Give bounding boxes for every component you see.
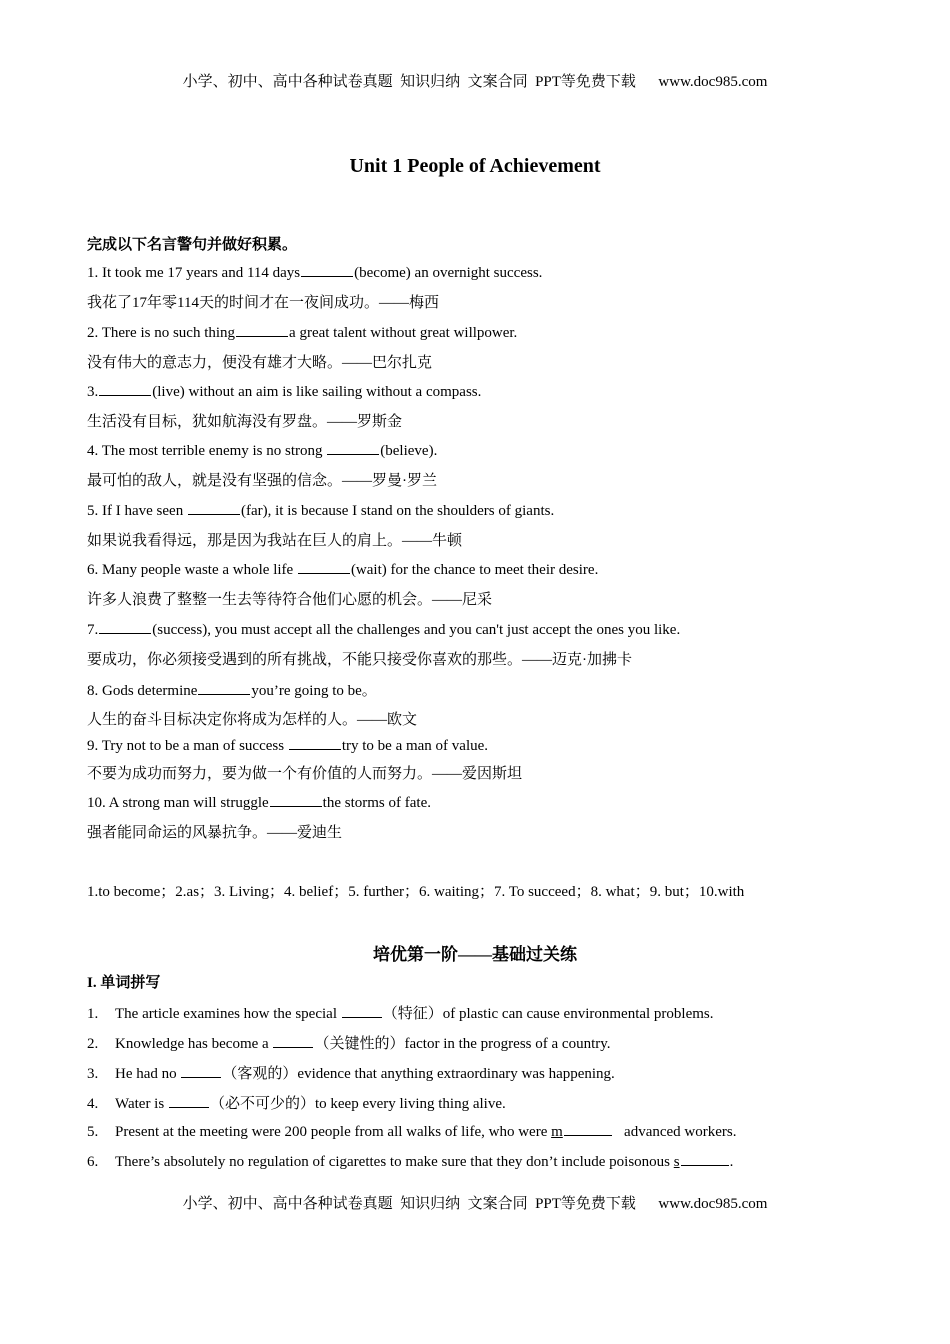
exercise-5: 5. Present at the meeting were 200 people from all walks of life, who were m advanced workers.	[87, 1121, 736, 1141]
page-title: Unit 1 People of Achievement	[349, 155, 601, 177]
page-header: 小学、初中、高中各种试卷真题 知识归纳 文案合同 PPT等免费下载 www.doc985.com	[182, 74, 768, 90]
blank[interactable]	[198, 680, 250, 695]
answer-key: 1.to become；2.as；3. Living；4. belief；5. further；6. waiting；7. To succeed；8. what；9. but；10.with	[87, 884, 745, 900]
quote-1-en: 1. It took me 17 years and 114 days (become) an overnight success.	[87, 262, 542, 282]
quote-3-en: 3. (live) without an aim is like sailing without a compass.	[87, 381, 481, 401]
quote-2-en: 2. There is no such thing a great talent without great willpower.	[87, 322, 517, 342]
initial-letter: m	[551, 1124, 563, 1140]
quote-6-zh: 许多人浪费了整整一生去等待符合他们心愿的机会。——尼采	[87, 592, 493, 608]
quote-4-zh: 最可怕的敌人，就是没有坚强的信念。——罗曼·罗兰	[87, 473, 437, 489]
exercise-4: 4. Water is （必不可少的）to keep every living thing alive.	[87, 1092, 506, 1113]
blank[interactable]	[681, 1151, 729, 1166]
quote-10-en: 10. A strong man will struggle the storms of fate.	[87, 792, 431, 812]
section1-label: 完成以下名言警句并做好积累。	[87, 237, 298, 253]
exercise-6: 6. There’s absolutely no regulation of cigarettes to make sure that they don’t include poisonous s .	[87, 1151, 733, 1171]
section2-label: I. 单词拼写	[87, 975, 161, 991]
blank[interactable]	[99, 619, 151, 634]
quote-8-en: 8. Gods determine you’re going to be。	[87, 679, 377, 700]
quote-7-zh: 要成功，你必须接受遇到的所有挑战，不能只接受你喜欢的那些。——迈克·加拂卡	[87, 652, 632, 668]
quote-5-en: 5. If I have seen (far), it is because I stand on the shoulders of giants.	[87, 500, 554, 520]
page-footer: 小学、初中、高中各种试卷真题 知识归纳 文案合同 PPT等免费下载 www.doc985.com	[182, 1196, 768, 1212]
quote-3-zh: 生活没有目标，犹如航海没有罗盘。——罗斯金	[87, 414, 403, 430]
blank[interactable]	[564, 1121, 612, 1136]
blank[interactable]	[181, 1063, 221, 1078]
blank[interactable]	[289, 735, 341, 750]
quote-8-zh: 人生的奋斗目标决定你将成为怎样的人。——欧文	[87, 712, 418, 728]
exercise-3: 3. He had no （客观的）evidence that anything extraordinary was happening.	[87, 1062, 615, 1083]
blank[interactable]	[188, 500, 240, 515]
blank[interactable]	[273, 1033, 313, 1048]
blank[interactable]	[236, 322, 288, 337]
blank[interactable]	[169, 1093, 209, 1108]
initial-letter: s	[673, 1154, 680, 1170]
blank[interactable]	[99, 381, 151, 396]
quote-2-zh: 没有伟大的意志力，便没有雄才大略。——巴尔扎克	[87, 355, 433, 371]
blank[interactable]	[342, 1003, 382, 1018]
quote-9-en: 9. Try not to be a man of success try to be a man of value.	[87, 735, 488, 755]
blank[interactable]	[298, 559, 350, 574]
quote-6-en: 6. Many people waste a whole life (wait) for the chance to meet their desire.	[87, 559, 598, 579]
quote-7-en: 7. (success), you must accept all the challenges and you can't just accept the ones you like.	[87, 619, 680, 639]
exercise-1: 1. The article examines how the special （特征）of plastic can cause environmental problems.	[87, 1002, 714, 1023]
blank[interactable]	[270, 792, 322, 807]
exercise-2: 2. Knowledge has become a （关键性的）factor in the progress of a country.	[87, 1032, 611, 1053]
quote-4-en: 4. The most terrible enemy is no strong (believe).	[87, 440, 437, 460]
quote-10-zh: 强者能同命运的风暴抗争。——爱迪生	[87, 825, 343, 841]
blank[interactable]	[301, 262, 353, 277]
section2-title: 培优第一阶——基础过关练	[373, 945, 577, 964]
quote-9-zh: 不要为成功而努力，要为做一个有价值的人而努力。——爱因斯坦	[87, 766, 523, 782]
quote-1-zh: 我花了17年零114天的时间才在一夜间成功。——梅西	[87, 295, 439, 311]
quote-5-zh: 如果说我看得远，那是因为我站在巨人的肩上。——牛顿	[87, 533, 463, 549]
blank[interactable]	[327, 440, 379, 455]
